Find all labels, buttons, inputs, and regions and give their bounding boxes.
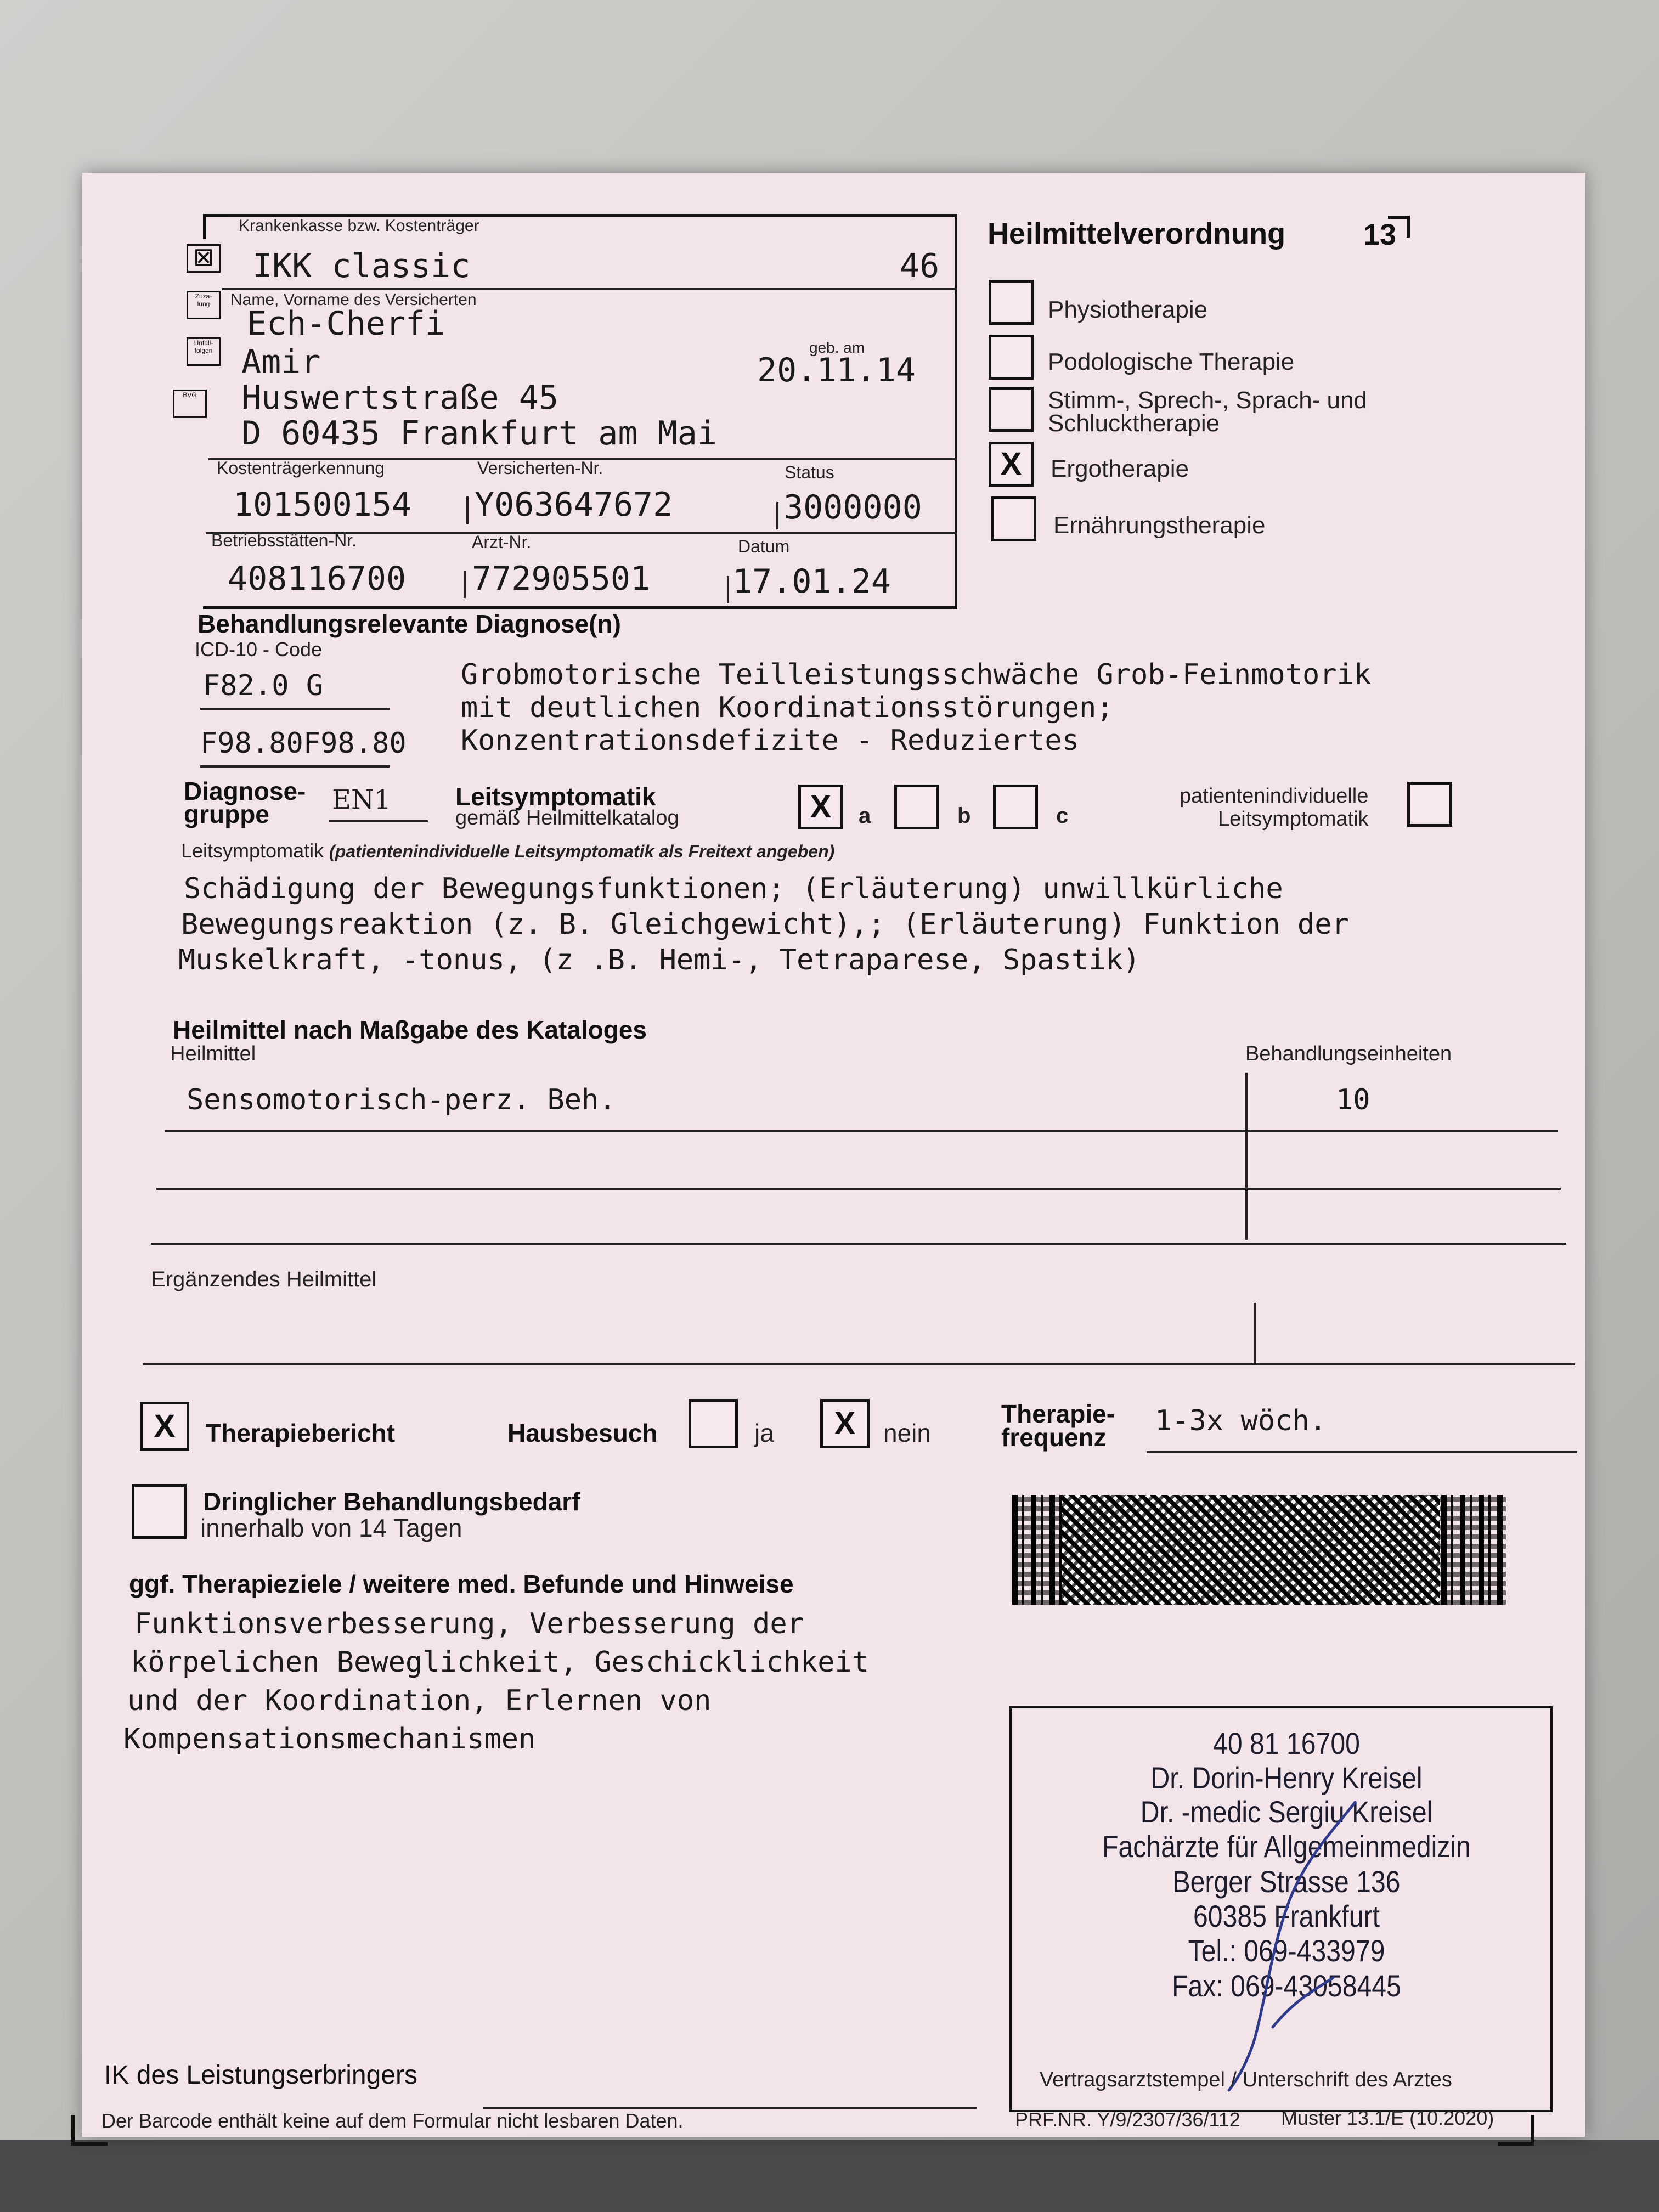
bsnr-value: 408116700 <box>228 560 407 598</box>
divider <box>200 765 390 768</box>
field-separator <box>776 502 778 529</box>
table-surface <box>0 2140 1659 2212</box>
goals-text-4: Kompensationsmechanismen <box>123 1723 536 1756</box>
prescription-form <box>82 173 1585 2137</box>
dringlich-label-1: Dringlicher Behandlungsbedarf <box>203 1487 580 1516</box>
podologie-checkbox[interactable] <box>989 335 1034 380</box>
form-number: 13 <box>1363 218 1397 251</box>
individual-leit-label-2: Leitsymptomatik <box>1218 808 1369 831</box>
goals-text-1: Funktionsverbesserung, Verbesserung der <box>134 1607 804 1640</box>
diagnosis-text-1: Grobmotorische Teilleistungsschwäche Grob-Feinmotorik <box>461 658 1372 691</box>
icd-label: ICD-10 - Code <box>195 638 323 661</box>
datum-label: Datum <box>738 537 790 556</box>
ergaenzend-label: Ergänzendes Heilmittel <box>151 1267 377 1291</box>
dob: 20.11.14 <box>757 351 916 390</box>
podologie-label: Podologische Therapie <box>1048 348 1295 375</box>
side-box-bvg: BVG <box>173 390 207 418</box>
ik-label: IK des Leistungserbringers <box>104 2061 417 2090</box>
diagnosis-text-3: Konzentrationsdefizite - Reduziertes <box>461 724 1080 757</box>
dringlich-label-2: innerhalb von 14 Tagen <box>200 1514 462 1542</box>
leit-freetext-label-bold: Leitsymptomatik <box>181 839 324 862</box>
stimmtherapie-label: Stimm-, Sprech-, Sprach- und <box>1048 387 1367 414</box>
leit-b-label: b <box>957 804 971 828</box>
leit-text-1: Schädigung der Bewegungsfunktionen; (Erläuterung) unwillkürliche <box>184 872 1283 905</box>
status-value: 3000000 <box>783 488 922 527</box>
leit-text-2: Bewegungsreaktion (z. B. Gleichgewicht),; (Erläuterung) Funktion der <box>181 908 1349 941</box>
stamp-line-1: 40 81 16700 <box>1213 1726 1360 1760</box>
doctor-signature <box>1207 1791 1372 2098</box>
bsnr-label: Betriebsstätten-Nr. <box>211 531 357 550</box>
insurer-label: Krankenkasse bzw. Kostenträger <box>239 217 479 235</box>
icd-code-1: F82.0 G <box>203 669 324 702</box>
dringlich-checkbox[interactable] <box>132 1484 187 1539</box>
hausbesuch-nein-checkbox[interactable]: X <box>820 1399 870 1448</box>
arzt-value: 772905501 <box>472 560 651 598</box>
table-divider <box>1245 1073 1248 1240</box>
ernaehrung-checkbox[interactable] <box>991 496 1036 541</box>
leit-b-checkbox[interactable] <box>894 785 939 830</box>
kostentraeger-label: Kostenträgerkennung <box>217 458 385 478</box>
frequenz-value: 1-3x wöch. <box>1155 1404 1327 1437</box>
ergotherapie-label: Ergotherapie <box>1051 455 1189 482</box>
heilmittel-item-1: Sensomotorisch-perz. Beh. <box>187 1084 616 1116</box>
divider <box>200 708 390 710</box>
hausbesuch-ja-label: ja <box>754 1419 774 1447</box>
divider <box>1147 1451 1577 1453</box>
stamp-caption: Vertragsarztstempel / Unterschrift des Arztes <box>1040 2068 1452 2091</box>
corner-mark-bottom-right <box>1498 2115 1534 2146</box>
insurer-name: IKK classic <box>252 247 471 285</box>
icd-code-2: F98.80F98.80 <box>200 727 407 760</box>
stamp-line-8: Fax: 069-43058445 <box>1172 1968 1401 2003</box>
units-col-label: Behandlungseinheiten <box>1245 1042 1452 1065</box>
physiotherapie-label: Physiotherapie <box>1048 296 1208 323</box>
barcode-note: Der Barcode enthält keine auf dem Formular nicht lesbaren Daten. <box>101 2109 684 2132</box>
side-box-gebuehrfrei: ☒ <box>187 244 221 273</box>
goals-text-3: und der Koordination, Erlernen von <box>127 1684 712 1717</box>
goals-heading: ggf. Therapieziele / weitere med. Befunde und Hinweise <box>129 1570 794 1598</box>
stamp-line-3: Dr. -medic Sergiu Kreisel <box>1140 1795 1433 1829</box>
ernaehrung-label: Ernährungstherapie <box>1053 512 1266 539</box>
status-label: Status <box>785 462 834 482</box>
muster-number: Muster 13.1/E (10.2020) <box>1281 2107 1494 2129</box>
arzt-label: Arzt-Nr. <box>472 532 532 552</box>
datamatrix-barcode <box>1012 1495 1506 1605</box>
diagnosegruppe-value: EN1 <box>332 785 391 815</box>
first-name: Amir <box>241 343 321 381</box>
goals-text-2: körpelichen Beweglichkeit, Geschicklichkeit <box>131 1646 870 1679</box>
heilmittel-units-1: 10 <box>1336 1084 1370 1116</box>
insurer-code: 46 <box>900 247 940 285</box>
therapiebericht-label: Therapiebericht <box>206 1419 396 1447</box>
table-row-line <box>143 1363 1575 1365</box>
ergotherapie-checkbox[interactable]: X <box>989 442 1034 487</box>
stamp-line-7: Tel.: 069-433979 <box>1188 1933 1385 1968</box>
stamp-line-2: Dr. Dorin-Henry Kreisel <box>1150 1760 1423 1795</box>
datum-value: 17.01.24 <box>732 562 891 601</box>
side-box-zuzahlung: Zuza- lung <box>187 291 221 319</box>
ik-signature-line <box>483 2107 977 2109</box>
leit-a-checkbox[interactable]: X <box>798 785 843 830</box>
field-separator <box>727 576 729 603</box>
leit-c-checkbox[interactable] <box>993 785 1038 830</box>
stamp-line-4: Fachärzte für Allgemeinmedizin <box>1102 1829 1471 1864</box>
city: D 60435 Frankfurt am Mai <box>241 414 717 453</box>
leitsymptomatik-label: Leitsymptomatik <box>455 782 656 811</box>
diagnosegruppe-label-1: Diagnose- <box>184 777 306 805</box>
kostentraeger-value: 101500154 <box>233 486 412 524</box>
physiotherapie-checkbox[interactable] <box>989 280 1034 325</box>
diagnosis-text-2: mit deutlichen Koordinationsstörungen; <box>461 691 1114 724</box>
last-name: Ech-Cherfi <box>247 304 445 343</box>
name-label: Name, Vorname des Versicherten <box>230 291 477 309</box>
leit-freetext-label-italic: (patientenindividuelle Leitsymptomatik als Freitext angeben) <box>329 842 835 861</box>
street: Huswertstraße 45 <box>241 379 558 417</box>
side-box-unfall: Unfall- folgen <box>187 337 221 366</box>
hausbesuch-label: Hausbesuch <box>507 1419 658 1447</box>
leit-c-label: c <box>1056 804 1069 828</box>
leitsymptomatik-sub: gemäß Heilmittelkatalog <box>455 806 679 830</box>
form-title: Heilmittelverordnung <box>988 217 1286 250</box>
divider <box>329 820 428 822</box>
frequenz-label-1: Therapie- <box>1001 1400 1115 1428</box>
diagnosis-heading: Behandlungsrelevante Diagnose(n) <box>198 610 621 638</box>
individual-leit-label-1: patientenindividuelle <box>1180 785 1369 808</box>
stamp-line-5: Berger Strasse 136 <box>1172 1864 1401 1899</box>
leit-text-3: Muskelkraft, -tonus, (z .B. Hemi-, Tetraparese, Spastik) <box>178 944 1141 977</box>
heilmittel-heading: Heilmittel nach Maßgabe des Kataloges <box>173 1015 647 1044</box>
hausbesuch-nein-label: nein <box>883 1419 931 1447</box>
individual-leit-checkbox[interactable] <box>1407 782 1452 827</box>
prf-number: PRF.NR. Y/9/2307/36/112 <box>1015 2108 1240 2131</box>
field-separator <box>464 571 466 598</box>
leit-freetext-label <box>181 839 834 862</box>
table-row-line <box>156 1188 1561 1190</box>
dob-label: geb. am <box>809 339 865 356</box>
frequenz-label-2: frequenz <box>1001 1423 1107 1452</box>
versicherten-label: Versicherten-Nr. <box>477 458 603 478</box>
table-divider <box>1254 1303 1256 1363</box>
stamp-line-6: 60385 Frankfurt <box>1193 1899 1380 1933</box>
stimmtherapie-checkbox[interactable] <box>989 387 1034 432</box>
field-separator <box>466 496 469 524</box>
hausbesuch-ja-checkbox[interactable] <box>689 1399 738 1448</box>
diagnosegruppe-label-2: gruppe <box>184 800 269 828</box>
stimmtherapie-label-2: Schlucktherapie <box>1048 410 1220 437</box>
divider <box>222 288 957 290</box>
table-row-line <box>151 1243 1566 1245</box>
leit-a-label: a <box>859 804 871 828</box>
table-row-line <box>165 1130 1558 1132</box>
versicherten-value: Y063647672 <box>475 486 673 524</box>
therapiebericht-checkbox[interactable]: X <box>140 1402 189 1451</box>
heilmittel-col-label: Heilmittel <box>170 1042 256 1065</box>
